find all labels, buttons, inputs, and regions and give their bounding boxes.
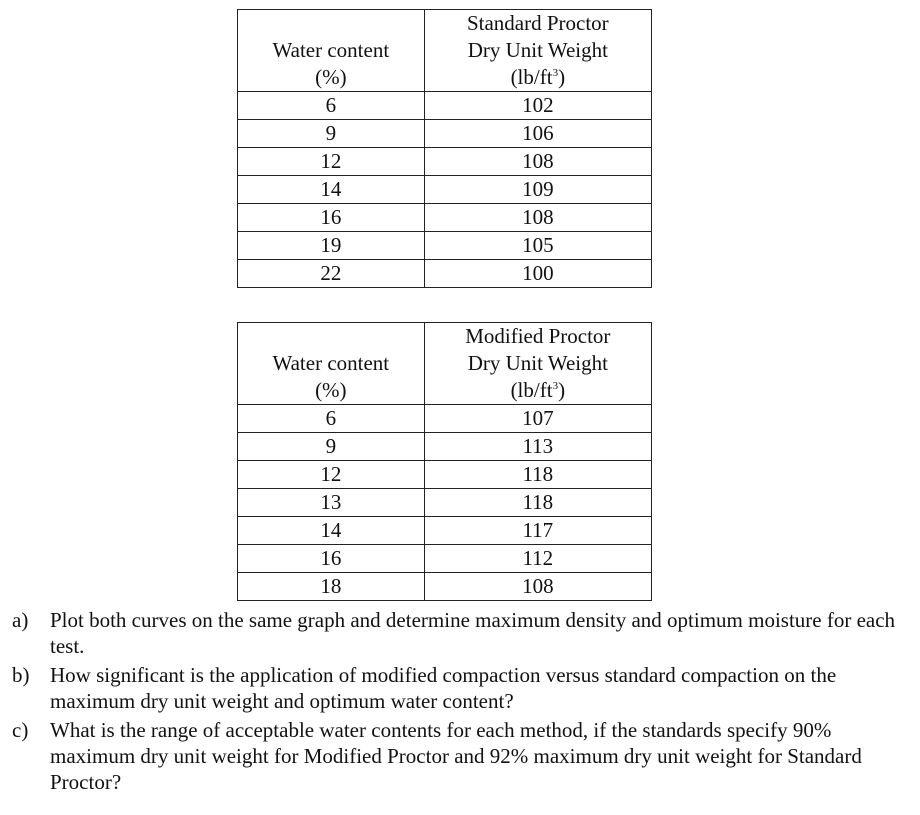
table-row bbox=[238, 260, 652, 288]
weight-cell: 113 bbox=[424, 433, 651, 461]
water-cell: 9 bbox=[238, 433, 425, 461]
table-row bbox=[238, 517, 652, 545]
weight-cell: 118 bbox=[424, 461, 651, 489]
table-header-row bbox=[238, 10, 652, 92]
water-cell: 22 bbox=[238, 260, 425, 288]
dry-unit-weight-header: Modified Proctor Dry Unit Weight $(lb/ft^3)$ bbox=[424, 323, 651, 405]
weight-cell: 117 bbox=[424, 517, 651, 545]
question-label: b) bbox=[12, 663, 30, 687]
question-item-b bbox=[0, 662, 915, 714]
weight-cell: 106 bbox=[424, 120, 651, 148]
water-content-header: Water content (%) bbox=[238, 10, 425, 92]
water-content-header: Water content (%) bbox=[238, 323, 425, 405]
standard-proctor-table bbox=[237, 9, 652, 288]
water-cell: 12 bbox=[238, 461, 425, 489]
table-row bbox=[238, 120, 652, 148]
table-row bbox=[238, 545, 652, 573]
water-cell: 6 bbox=[238, 92, 425, 120]
weight-cell: 102 bbox=[424, 92, 651, 120]
table-row bbox=[238, 405, 652, 433]
question-text: What is the range of acceptable water contents for each method, if the standards specify 90% maximum dry unit weight for Modified Proctor and 92% maximum dry unit weight for Standard Proctor? bbox=[50, 718, 862, 794]
unit-label: $(lb/ft^3)$ bbox=[510, 378, 566, 402]
table-row bbox=[238, 489, 652, 517]
table-row bbox=[238, 232, 652, 260]
water-cell: 16 bbox=[238, 204, 425, 232]
question-item-c bbox=[0, 717, 915, 795]
water-cell: 6 bbox=[238, 405, 425, 433]
water-cell: 18 bbox=[238, 573, 425, 601]
modified-proctor-table bbox=[237, 322, 652, 601]
unit-label: $(lb/ft^3)$ bbox=[510, 65, 566, 89]
weight-cell: 100 bbox=[424, 260, 651, 288]
weight-cell: 105 bbox=[424, 232, 651, 260]
weight-cell: 109 bbox=[424, 176, 651, 204]
question-text: How significant is the application of modified compaction versus standard compaction on the maximum dry unit weight and optimum water content? bbox=[50, 663, 837, 713]
question-text: Plot both curves on the same graph and determine maximum density and optimum moisture for each test. bbox=[50, 608, 896, 658]
water-cell: 19 bbox=[238, 232, 425, 260]
weight-cell: 107 bbox=[424, 405, 651, 433]
weight-cell: 112 bbox=[424, 545, 651, 573]
weight-cell: 108 bbox=[424, 148, 651, 176]
weight-cell: 108 bbox=[424, 204, 651, 232]
water-cell: 14 bbox=[238, 517, 425, 545]
table-row bbox=[238, 204, 652, 232]
dry-unit-weight-header: Standard Proctor Dry Unit Weight $(lb/ft^3)$ bbox=[424, 10, 651, 92]
table-row bbox=[238, 148, 652, 176]
weight-cell: 108 bbox=[424, 573, 651, 601]
table-row bbox=[238, 461, 652, 489]
weight-cell: 118 bbox=[424, 489, 651, 517]
water-cell: 14 bbox=[238, 176, 425, 204]
water-cell: 16 bbox=[238, 545, 425, 573]
table-row bbox=[238, 92, 652, 120]
water-cell: 9 bbox=[238, 120, 425, 148]
question-label: a) bbox=[12, 608, 29, 632]
table-row bbox=[238, 176, 652, 204]
water-cell: 12 bbox=[238, 148, 425, 176]
question-label: c) bbox=[12, 718, 29, 742]
water-cell: 13 bbox=[238, 489, 425, 517]
question-item-a bbox=[0, 607, 915, 659]
table-row bbox=[238, 433, 652, 461]
table-header-row bbox=[238, 323, 652, 405]
question-list bbox=[0, 607, 915, 798]
table-row bbox=[238, 573, 652, 601]
